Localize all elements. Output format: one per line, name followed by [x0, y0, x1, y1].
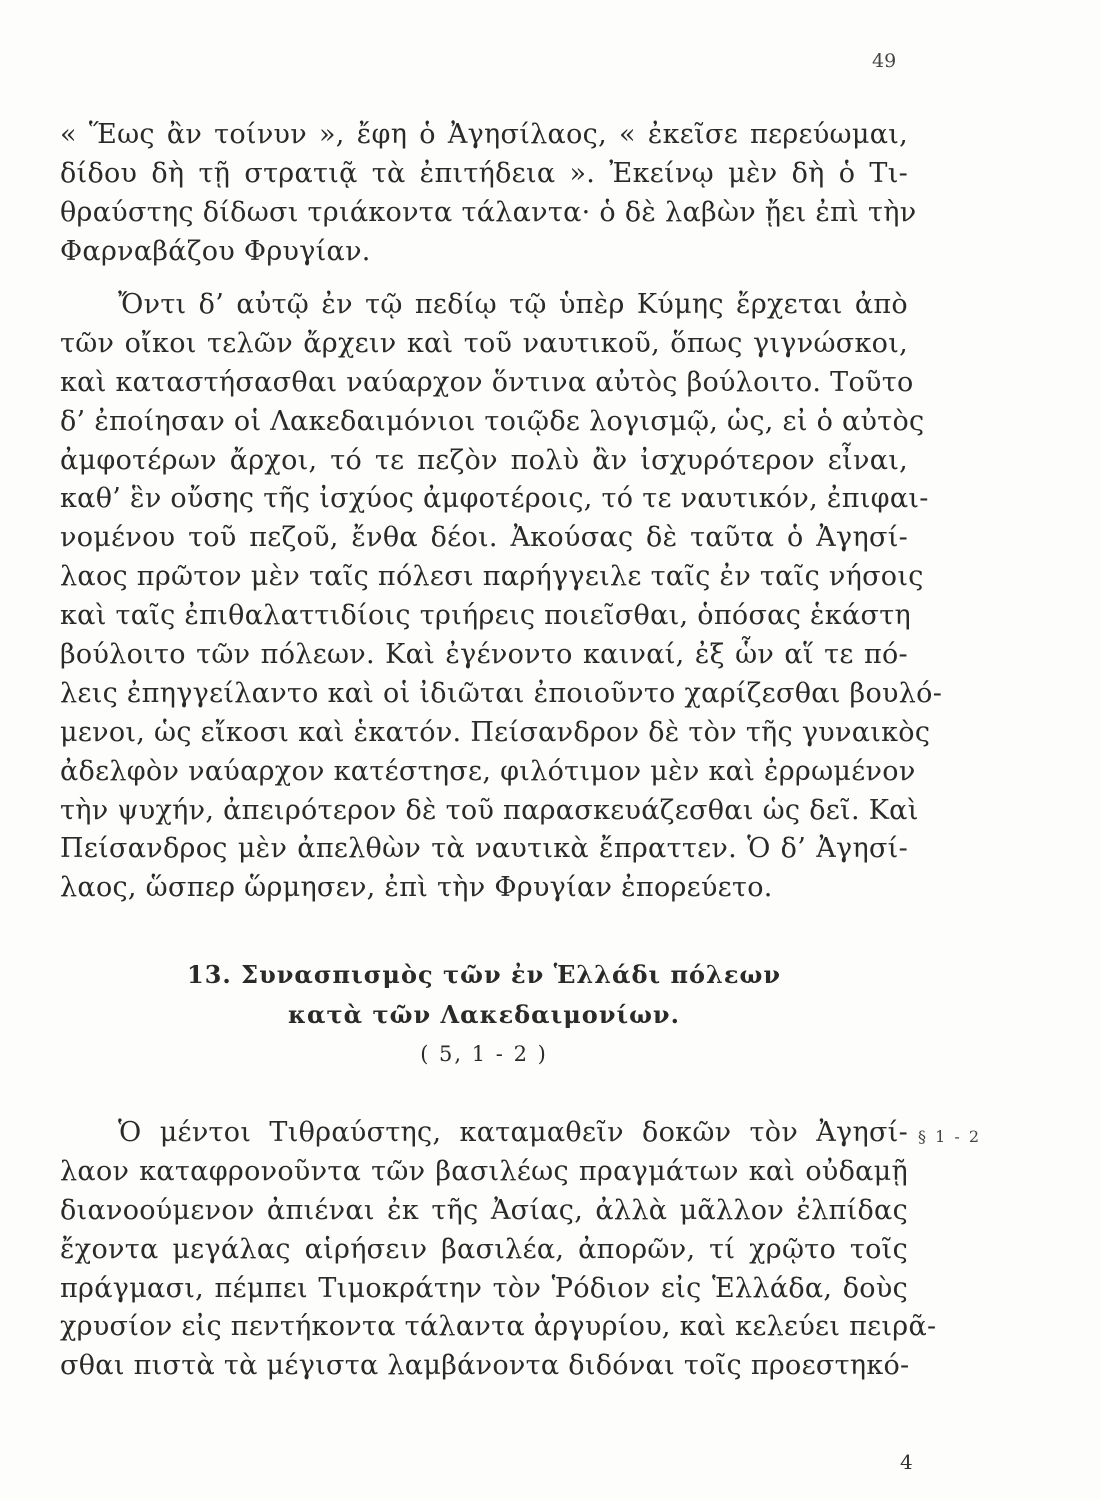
text-line: διανοούμενον ἀπιέναι ἐκ τῆς Ἀσίας, ἀλλὰ μᾶλλον ἐλπίδας — [60, 1194, 908, 1226]
text-line: δ’ ἐποίησαν οἱ Λακεδαιμόνιοι τοιῷδε λογισμῷ, ὡς, εἰ ὁ αὐτὸς — [60, 405, 925, 437]
text-line: ἔχοντα μεγάλας αἱρήσειν βασιλέα, ἀπορῶν, τί χρῷτο τοῖς — [60, 1233, 908, 1265]
text-line: βούλοιτο τῶν πόλεων. Καὶ ἐγένοντο καιναί, ἐξ ὧν αἵ τε πό- — [60, 639, 908, 671]
margin-note: § 1 - 2 — [918, 1127, 982, 1146]
text-line: καὶ καταστήσασθαι ναύαρχον ὅντινα αὐτὸς βούλοιτο. Τοῦτο — [60, 366, 914, 398]
text-line: μενοι, ὡς εἴκοσι καὶ ἑκατόν. Πείσανδρον δὲ τὸν τῆς γυναικὸς — [60, 716, 931, 748]
page-number: 49 — [872, 50, 897, 72]
paragraph-1 — [60, 116, 917, 272]
text-line: χρυσίον εἰς πεντήκοντα τάλαντα ἀργυρίου, καὶ κελεύει πειρᾶ- — [60, 1311, 937, 1343]
text-line: ἀδελφὸν ναύαρχον κατέστησε, φιλότιμον μὲν καὶ ἐρρωμένον — [60, 755, 916, 787]
text-line: λαον καταφρονοῦντα τῶν βασιλέως πραγμάτων καὶ οὐδαμῇ — [60, 1155, 908, 1187]
paragraph-2 — [60, 286, 943, 908]
section-reference: ( 5, 1 - 2 ) — [420, 1042, 548, 1066]
text-line: τῶν οἴκοι τελῶν ἄρχειν καὶ τοῦ ναυτικοῦ, ὅπως γιγνώσκοι, — [60, 327, 908, 359]
paragraph-3 — [60, 1114, 937, 1386]
text-line: « Ἕως ἂν τοίνυν », ἔφη ὁ Ἀγησίλαος, « ἐκεῖσε περεύωμαι, — [60, 119, 908, 150]
text-line: ἀμφοτέρων ἄρχοι, τό τε πεζὸν πολὺ ἂν ἰσχυρότερον εἶναι, — [60, 444, 908, 476]
text-line: λαος, ὥσπερ ὥρμησεν, ἐπὶ τὴν Φρυγίαν ἐπορεύετο. — [60, 872, 773, 904]
text-line: λεις ἐπηγγείλαντο καὶ οἱ ἰδιῶται ἐποιοῦντο χαρίζεσθαι βουλό- — [60, 677, 943, 709]
section-subtitle: κατὰ τῶν Λακεδαιμονίων. — [288, 1000, 680, 1029]
text-line: λαος πρῶτον μὲν ταῖς πόλεσι παρήγγειλε ταῖς ἐν ταῖς νήσοις — [60, 561, 924, 593]
text-line: πράγμασι, πέμπει Τιμοκράτην τὸν Ῥόδιον εἰς Ἑλλάδα, δοὺς — [60, 1272, 908, 1304]
text-line: δίδου δὴ τῇ στρατιᾷ τὰ ἐπιτήδεια ». Ἐκείνῳ μὲν δὴ ὁ Τι- — [60, 157, 908, 189]
signature-mark: 4 — [900, 1450, 913, 1474]
text-line: Ὁ μέντοι Τιθραύστης, καταμαθεῖν δοκῶν τὸν Ἀγησί- — [118, 1117, 908, 1148]
text-line: σθαι πιστὰ τὰ μέγιστα λαμβάνοντα διδόναι τοῖς προεστηκό- — [60, 1350, 910, 1382]
text-line: θραύστης δίδωσι τριάκοντα τάλαντα· ὁ δὲ λαβὼν ᾔει ἐπὶ τὴν — [60, 196, 917, 228]
text-line: καθ’ ἓν οὔσης τῆς ἰσχύος ἀμφοτέροις, τό τε ναυτικόν, ἐπιφαι- — [60, 483, 929, 515]
text-line: Φαρναβάζου Φρυγίαν. — [60, 235, 371, 267]
text-line: νομένου τοῦ πεζοῦ, ἔνθα δέοι. Ἀκούσας δὲ ταῦτα ὁ Ἀγησί- — [60, 522, 908, 554]
text-line: καὶ ταῖς ἐπιθαλαττιδίοις τριήρεις ποιεῖσθαι, ὁπόσας ἑκάστη — [60, 600, 911, 632]
text-line: τὴν ψυχήν, ἀπειρότερον δὲ τοῦ παρασκευάζεσθαι ὡς δεῖ. Καὶ — [60, 794, 919, 826]
text-line: Πείσανδρος μὲν ἀπελθὼν τὰ ναυτικὰ ἔπραττεν. Ὁ δ’ Ἀγησί- — [60, 833, 908, 865]
section-title: 13. Συνασπισμὸς τῶν ἐν Ἑλλάδι πόλεων — [187, 960, 781, 989]
text-line: Ὄντι δ’ αὐτῷ ἐν τῷ πεδίῳ τῷ ὑπὲρ Κύμης ἔρχεται ἀπὸ — [118, 289, 908, 320]
